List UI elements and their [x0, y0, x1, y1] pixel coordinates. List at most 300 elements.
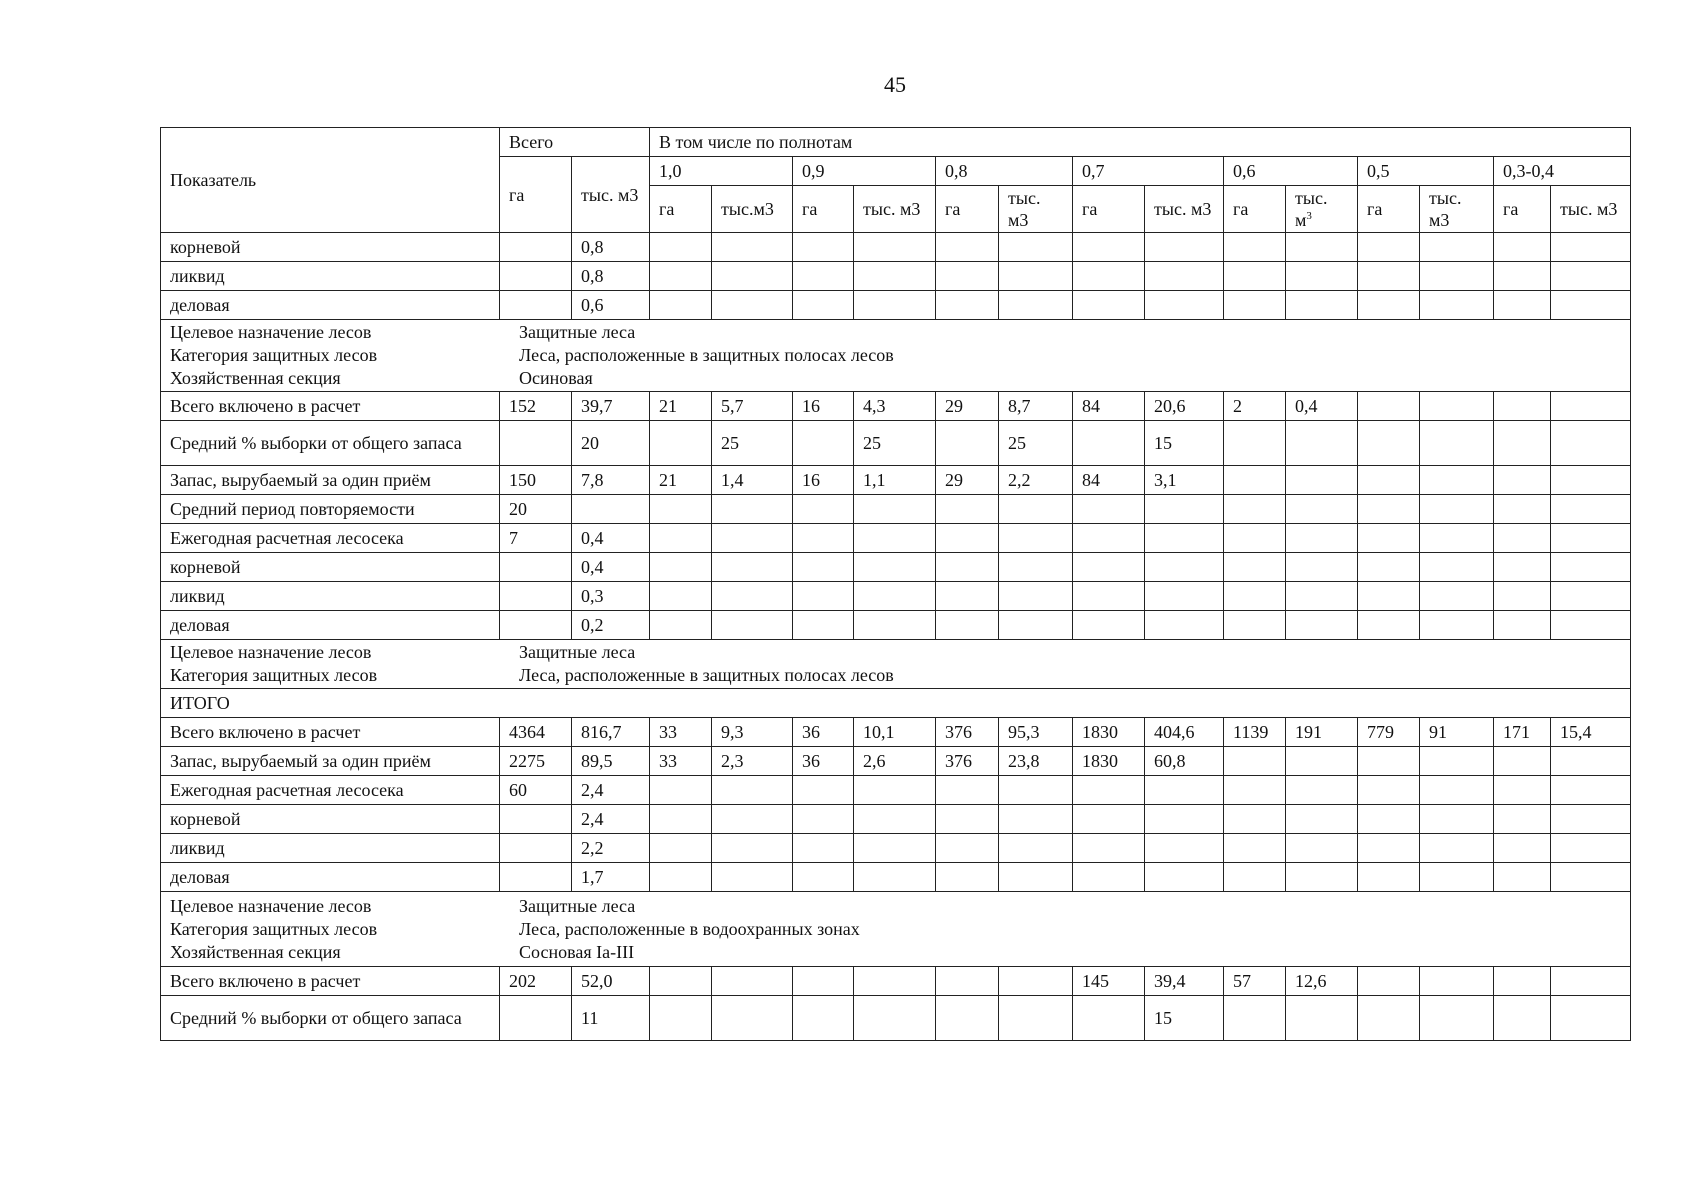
table-cell: 2,3 [712, 747, 793, 776]
table-cell [854, 776, 936, 805]
table-cell [1494, 233, 1551, 262]
table-row [161, 466, 1631, 495]
table-cell [1145, 834, 1224, 863]
table-cell [712, 996, 793, 1041]
table-cell: 2,4 [572, 805, 650, 834]
table-cell [650, 421, 712, 466]
table-cell [1224, 421, 1286, 466]
table-cell [1551, 776, 1631, 805]
table-cell: 20,6 [1145, 392, 1224, 421]
section-row [161, 320, 1631, 392]
table-cell: 0,6 [572, 291, 650, 320]
section-row [161, 892, 1631, 967]
table-cell [1145, 776, 1224, 805]
table-cell [1494, 776, 1551, 805]
table-cell [1494, 421, 1551, 466]
table-cell: 33 [650, 747, 712, 776]
table-cell [1420, 611, 1494, 640]
header-unit-m3: тыс. м3 [1420, 186, 1494, 233]
table-cell [1224, 495, 1286, 524]
row-label: ликвид [161, 262, 500, 291]
table-cell: 21 [650, 466, 712, 495]
table-row [161, 421, 1631, 466]
section-section-label: Хозяйственная секция [170, 941, 341, 962]
table-cell [793, 291, 854, 320]
section-title: ИТОГО [161, 689, 1631, 718]
row-label: Всего включено в расчет [161, 392, 500, 421]
table-cell [650, 524, 712, 553]
table-cell [936, 291, 999, 320]
table-cell [1224, 466, 1286, 495]
table-cell [1073, 553, 1145, 582]
table-cell: 1830 [1073, 747, 1145, 776]
table-cell [1494, 834, 1551, 863]
table-cell [1551, 611, 1631, 640]
table-cell: 4364 [500, 718, 572, 747]
table-cell [936, 863, 999, 892]
table-cell [1286, 466, 1358, 495]
table-cell [650, 863, 712, 892]
table-cell [1420, 421, 1494, 466]
table-cell [1286, 262, 1358, 291]
table-cell [1358, 805, 1420, 834]
section-row [161, 640, 1631, 689]
table-cell [1358, 466, 1420, 495]
table-cell: 8,7 [999, 392, 1073, 421]
table-cell [1224, 996, 1286, 1041]
table-cell [793, 967, 854, 996]
table-cell [1494, 392, 1551, 421]
table-cell: 11 [572, 996, 650, 1041]
table-row [161, 291, 1631, 320]
table-cell [1551, 262, 1631, 291]
table-cell [936, 553, 999, 582]
table-cell [712, 233, 793, 262]
table-cell [999, 262, 1073, 291]
table-cell [793, 262, 854, 291]
table-cell: 3,1 [1145, 466, 1224, 495]
table-cell: 0,4 [1286, 392, 1358, 421]
table-cell [793, 233, 854, 262]
table-cell: 2275 [500, 747, 572, 776]
table-cell [650, 967, 712, 996]
header-row-1 [161, 128, 1631, 157]
table-cell [936, 233, 999, 262]
table-cell [1551, 747, 1631, 776]
header-unit-m3-sup [1286, 186, 1358, 233]
table-cell [1420, 233, 1494, 262]
table-cell [854, 996, 936, 1041]
section-target-label: Целевое назначение лесов [170, 642, 372, 662]
table-cell [793, 805, 854, 834]
table-cell [1420, 524, 1494, 553]
table-cell [712, 611, 793, 640]
table-cell [1494, 553, 1551, 582]
table-cell [1358, 996, 1420, 1041]
section-info [161, 640, 1631, 689]
table-cell [1358, 611, 1420, 640]
row-label: ликвид [161, 834, 500, 863]
table-cell [1286, 805, 1358, 834]
table-cell [712, 495, 793, 524]
table-cell [1224, 524, 1286, 553]
table-cell [1145, 805, 1224, 834]
table-cell: 0,8 [572, 262, 650, 291]
header-unit-ha: га [1494, 186, 1551, 233]
section-info [161, 892, 1631, 967]
table-cell [793, 863, 854, 892]
table-cell [1551, 996, 1631, 1041]
table-cell [650, 291, 712, 320]
table-cell: 2,4 [572, 776, 650, 805]
table-cell [1286, 863, 1358, 892]
table-cell [999, 776, 1073, 805]
table-cell [1494, 805, 1551, 834]
table-cell [1420, 466, 1494, 495]
table-cell: 2,2 [572, 834, 650, 863]
table-cell [1073, 611, 1145, 640]
table-row [161, 495, 1631, 524]
row-label: Запас, вырубаемый за один приём [161, 466, 500, 495]
table-cell: 2 [1224, 392, 1286, 421]
table-cell [500, 863, 572, 892]
table-row [161, 392, 1631, 421]
header-density-1: 1,0 [650, 157, 793, 186]
table-cell [1224, 611, 1286, 640]
table-cell: 16 [793, 466, 854, 495]
table-cell [1224, 805, 1286, 834]
table-cell [1358, 495, 1420, 524]
table-cell [1073, 524, 1145, 553]
header-unit-ha: га [1224, 186, 1286, 233]
table-cell [650, 996, 712, 1041]
table-cell: 376 [936, 718, 999, 747]
table-cell [1420, 291, 1494, 320]
table-cell [650, 611, 712, 640]
table-row [161, 863, 1631, 892]
table-cell [1494, 466, 1551, 495]
table-cell [1073, 421, 1145, 466]
row-label: корневой [161, 805, 500, 834]
table-cell: 29 [936, 392, 999, 421]
table-cell: 60 [500, 776, 572, 805]
table-cell: 145 [1073, 967, 1145, 996]
table-cell [1358, 421, 1420, 466]
table-cell [999, 553, 1073, 582]
table-cell [500, 291, 572, 320]
table-cell: 33 [650, 718, 712, 747]
table-cell: 0,4 [572, 524, 650, 553]
table-cell [1358, 524, 1420, 553]
table-cell [1145, 524, 1224, 553]
table-cell [854, 805, 936, 834]
table-cell: 20 [572, 421, 650, 466]
table-cell: 20 [500, 495, 572, 524]
table-cell [1494, 967, 1551, 996]
table-cell [1224, 747, 1286, 776]
section-info-grid [170, 641, 1621, 687]
table-cell: 89,5 [572, 747, 650, 776]
section-row [161, 689, 1631, 718]
section-info-grid [170, 321, 1621, 390]
table-cell [854, 233, 936, 262]
section-target-value: Защитные леса [519, 895, 636, 916]
table-cell: 779 [1358, 718, 1420, 747]
table-cell: 150 [500, 466, 572, 495]
table-cell [650, 582, 712, 611]
row-label: Средний % выборки от общего запаса [161, 421, 500, 466]
header-unit-m3: тыс. м3 [999, 186, 1073, 233]
table-cell [1358, 747, 1420, 776]
header-density-3: 0,8 [936, 157, 1073, 186]
table-cell [1073, 495, 1145, 524]
table-cell [1494, 611, 1551, 640]
table-cell [712, 524, 793, 553]
table-row [161, 611, 1631, 640]
table-cell: 0,2 [572, 611, 650, 640]
table-cell [1286, 233, 1358, 262]
table-cell: 2,2 [999, 466, 1073, 495]
table-cell [999, 291, 1073, 320]
table-cell [936, 524, 999, 553]
table-row [161, 524, 1631, 553]
header-unit-ha: га [1358, 186, 1420, 233]
table-cell [712, 834, 793, 863]
header-density-6: 0,5 [1358, 157, 1494, 186]
table-cell [1551, 421, 1631, 466]
table-cell [1145, 553, 1224, 582]
table-cell [1073, 233, 1145, 262]
table-cell: 15 [1145, 996, 1224, 1041]
table-cell [793, 495, 854, 524]
table-cell: 25 [712, 421, 793, 466]
table-cell [1358, 553, 1420, 582]
table-cell [1286, 495, 1358, 524]
table-cell: 7 [500, 524, 572, 553]
row-label: ликвид [161, 582, 500, 611]
table-cell [1358, 233, 1420, 262]
table-cell [1420, 495, 1494, 524]
superscript-3: 3 [1306, 210, 1312, 222]
table-cell [500, 233, 572, 262]
table-cell [1420, 553, 1494, 582]
table-cell [936, 967, 999, 996]
table-cell [1286, 611, 1358, 640]
table-cell: 39,7 [572, 392, 650, 421]
table-cell [999, 967, 1073, 996]
table-cell [793, 524, 854, 553]
table-cell [936, 262, 999, 291]
table-cell [1551, 805, 1631, 834]
table-cell [854, 262, 936, 291]
table-cell [1224, 262, 1286, 291]
table-cell [712, 262, 793, 291]
table-cell: 39,4 [1145, 967, 1224, 996]
table-row [161, 776, 1631, 805]
table-cell [1073, 291, 1145, 320]
table-cell [1494, 291, 1551, 320]
table-cell [936, 421, 999, 466]
table-cell [793, 553, 854, 582]
row-label: Ежегодная расчетная лесосека [161, 524, 500, 553]
table-cell: 2,6 [854, 747, 936, 776]
table-cell: 9,3 [712, 718, 793, 747]
header-unit-ha: га [650, 186, 712, 233]
header-unit-m3: тыс. м3 [1551, 186, 1631, 233]
table-cell: 4,3 [854, 392, 936, 421]
table-cell: 171 [1494, 718, 1551, 747]
row-label: Всего включено в расчет [161, 967, 500, 996]
section-category-value: Леса, расположенные в защитных полосах лесов [519, 345, 894, 365]
table-cell [854, 291, 936, 320]
table-cell: 57 [1224, 967, 1286, 996]
table-cell [712, 291, 793, 320]
table-cell [500, 996, 572, 1041]
table-cell [712, 582, 793, 611]
table-cell: 1830 [1073, 718, 1145, 747]
table-cell [650, 553, 712, 582]
table-cell [999, 834, 1073, 863]
table-cell: 404,6 [1145, 718, 1224, 747]
table-cell: 95,3 [999, 718, 1073, 747]
table-cell [936, 776, 999, 805]
table-cell [1551, 392, 1631, 421]
table-cell [1551, 466, 1631, 495]
table-cell [1073, 834, 1145, 863]
table-cell [500, 262, 572, 291]
section-section-label: Хозяйственная секция [170, 368, 341, 388]
table-cell [1551, 582, 1631, 611]
table-cell [936, 582, 999, 611]
table-cell [1286, 421, 1358, 466]
table-cell [1224, 863, 1286, 892]
table-cell [1494, 747, 1551, 776]
header-unit-m3-base: тыс. м [1295, 188, 1328, 230]
table-cell: 25 [854, 421, 936, 466]
table-cell [793, 776, 854, 805]
table-cell [1358, 776, 1420, 805]
table-cell [1286, 582, 1358, 611]
table-cell [1286, 553, 1358, 582]
table-cell [936, 805, 999, 834]
table-cell: 84 [1073, 466, 1145, 495]
table-cell [1073, 805, 1145, 834]
header-unit-ha: га [1073, 186, 1145, 233]
table-cell: 84 [1073, 392, 1145, 421]
row-label: деловая [161, 291, 500, 320]
table-cell [999, 611, 1073, 640]
table-cell [712, 776, 793, 805]
table-cell: 60,8 [1145, 747, 1224, 776]
table-cell [793, 834, 854, 863]
table-cell: 1,7 [572, 863, 650, 892]
table-cell [712, 553, 793, 582]
header-total-ha: га [500, 157, 572, 233]
table-cell: 0,8 [572, 233, 650, 262]
header-unit-m3: тыс.м3 [712, 186, 793, 233]
table-cell [1286, 834, 1358, 863]
table-cell [854, 611, 936, 640]
table-cell: 1,4 [712, 466, 793, 495]
table-cell [500, 553, 572, 582]
table-cell: 36 [793, 747, 854, 776]
forest-calculation-table [160, 127, 1631, 1041]
table-cell: 36 [793, 718, 854, 747]
table-cell [1073, 863, 1145, 892]
table-cell [1358, 834, 1420, 863]
row-label: Средний % выборки от общего запаса [161, 996, 500, 1041]
table-cell [793, 611, 854, 640]
row-label: корневой [161, 553, 500, 582]
table-cell [1358, 863, 1420, 892]
table-cell [1145, 582, 1224, 611]
section-category-label: Категория защитных лесов [170, 345, 378, 365]
table-cell [1073, 582, 1145, 611]
table-row [161, 805, 1631, 834]
table-cell: 15 [1145, 421, 1224, 466]
table-cell [1286, 996, 1358, 1041]
table-cell [500, 421, 572, 466]
table-cell [1286, 291, 1358, 320]
table-cell [1420, 747, 1494, 776]
table-cell [854, 863, 936, 892]
table-row [161, 718, 1631, 747]
table-cell [1551, 233, 1631, 262]
table-cell [1551, 553, 1631, 582]
table-cell [1358, 262, 1420, 291]
table-cell [999, 495, 1073, 524]
table-cell [1145, 495, 1224, 524]
section-category-value: Леса, расположенные в защитных полосах лесов [519, 665, 894, 685]
table-cell: 7,8 [572, 466, 650, 495]
table-cell [572, 495, 650, 524]
table-cell [650, 495, 712, 524]
header-unit-m3: тыс. м3 [1145, 186, 1224, 233]
table-cell [1224, 291, 1286, 320]
table-cell: 15,4 [1551, 718, 1631, 747]
row-label: Средний период повторяемости [161, 495, 500, 524]
section-category-label: Категория защитных лесов [170, 665, 378, 685]
table-cell [1494, 996, 1551, 1041]
table-cell: 152 [500, 392, 572, 421]
table-row [161, 582, 1631, 611]
table-cell [1551, 967, 1631, 996]
header-density-4: 0,7 [1073, 157, 1224, 186]
header-density-5: 0,6 [1224, 157, 1358, 186]
table-cell: 52,0 [572, 967, 650, 996]
table-cell [500, 611, 572, 640]
table-cell [854, 553, 936, 582]
section-target-label: Целевое назначение лесов [170, 322, 372, 342]
table-cell [1551, 834, 1631, 863]
table-cell [1494, 495, 1551, 524]
table-cell [1073, 776, 1145, 805]
table-cell [1494, 863, 1551, 892]
table-cell [1420, 996, 1494, 1041]
table-cell: 12,6 [1286, 967, 1358, 996]
table-cell: 0,3 [572, 582, 650, 611]
table-cell: 25 [999, 421, 1073, 466]
table-row [161, 553, 1631, 582]
section-target-label: Целевое назначение лесов [170, 895, 372, 916]
section-category-value: Леса, расположенные в водоохранных зонах [519, 918, 860, 939]
table-cell [650, 262, 712, 291]
table-cell [1145, 291, 1224, 320]
table-cell: 16 [793, 392, 854, 421]
table-cell: 0,4 [572, 553, 650, 582]
section-section-value: Осиновая [519, 368, 593, 388]
section-target-value: Защитные леса [519, 642, 636, 662]
